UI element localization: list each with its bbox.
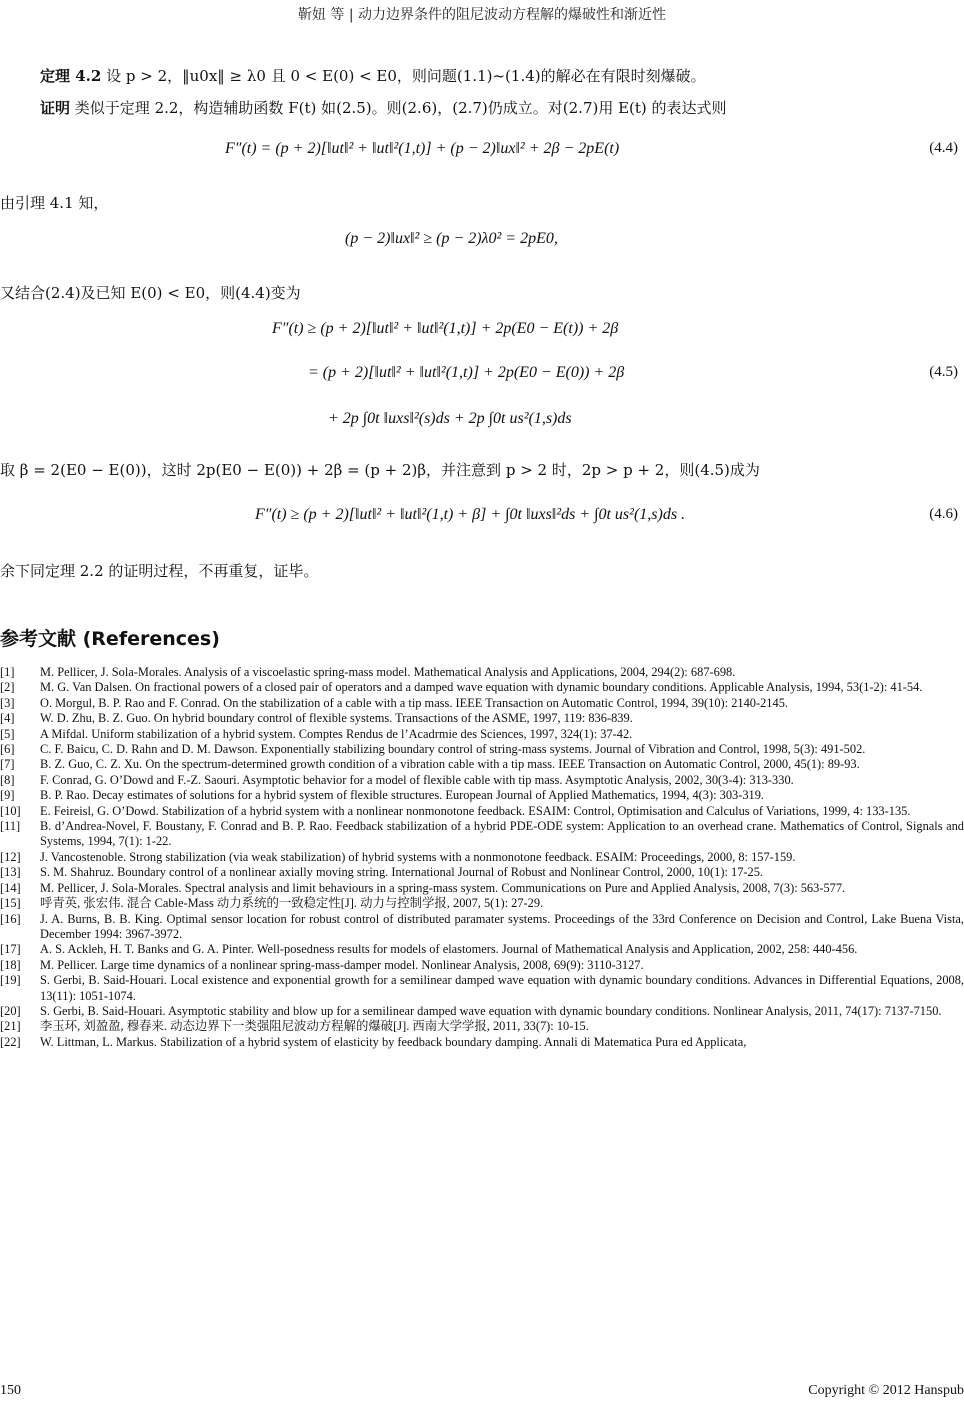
reference-text: E. Feireisl, G. O’Dowd. Stabilization of a hybrid system with a nonlinear nonmonotone feedback. ESAIM: Control, Optimisation and Calculus of Variations, 1999, 4: 133-135. — [40, 803, 911, 818]
reference-text: M. Pellicer, J. Sola-Morales. Spectral analysis and limit behaviours in a spring-mass system. Communications on Pure and Applied Analysis, 2008, 7(3): 563-577. — [40, 880, 846, 895]
reference-number: [7] — [0, 757, 15, 772]
reference-text: A. S. Ackleh, H. T. Banks and G. A. Pinter. Well-posedness results for models of elastomers. Journal of Mathematical Analysis and Application, 2002, 258: 440-456. — [40, 942, 858, 957]
reference-number: [18] — [0, 957, 21, 972]
reference-text: S. Gerbi, B. Said-Houari. Local existence and exponential growth for a semilinear damped wave equation with dynamic boundary conditions. Advances in Differential Equations, 2008, 13(11): 1051-1074. — [40, 973, 964, 1003]
copyright-notice: Copyright © 2012 Hanspub — [808, 1383, 964, 1398]
reference-item — [0, 680, 964, 695]
reference-number: [17] — [0, 942, 21, 957]
reference-text: B. d’Andrea-Novel, F. Boustany, F. Conrad and B. P. Rao. Feedback stabilization of a hybrid PDE-ODE system: Application to an overhead crane. Mathematics of Control, Signals and Systems, 1994, 7(1): 1-22. — [40, 819, 964, 849]
equation-4-6-formula: F″(t) ≥ (p + 2)[‖ut‖² + ‖ut‖²(1,t) + β] + ∫0t ‖uxs‖²ds + ∫0t us²(1,s)ds . — [255, 506, 686, 523]
conclusion-text: 余下同定理 2.2 的证明过程，不再重复，证毕。 — [0, 562, 319, 580]
reference-item — [0, 912, 964, 943]
running-head: 靳妞 等 | 动力边界条件的阻尼波动方程解的爆破性和渐近性 — [297, 7, 667, 23]
reference-item — [0, 727, 964, 742]
reference-number: [4] — [0, 711, 15, 726]
lemma-text: 由引理 4.1 知， — [0, 194, 109, 212]
equation-4-5-line-2 — [0, 364, 964, 392]
reference-number: [16] — [0, 911, 21, 926]
reference-number: [12] — [0, 849, 21, 864]
reference-number: [8] — [0, 772, 15, 787]
reference-text: F. Conrad, G. O’Dowd and F.-Z. Saouri. Asymptotic behavior for a model of flexible cable with tip mass. Asymptotic Analysis, 2002, 30(3-4): 313-330. — [40, 772, 794, 787]
reference-number: [1] — [0, 665, 15, 679]
reference-text: O. Morgul, B. P. Rao and F. Conrad. On the stabilization of a cable with a tip mass. IEEE Transaction on Automatic Control, 1994, 39(10): 2140-2145. — [40, 695, 788, 710]
reference-item — [0, 696, 964, 711]
reference-item — [0, 773, 964, 788]
reference-text: J. A. Burns, B. B. King. Optimal sensor location for robust control of distributed paramater systems. Proceedings of the 33rd Conference on Decision and Control, Lake Buena Vista, December 1994: 3967-3972. — [40, 911, 964, 941]
reference-item — [0, 757, 964, 772]
reference-text: 呼青英, 张宏伟. 混合 Cable-Mass 动力系统的一致稳定性[J]. 动力与控制学报, 2007, 5(1): 27-29. — [40, 896, 544, 911]
reference-text: M. Pellicer, J. Sola-Morales. Analysis of a viscoelastic spring-mass model. Mathematical Analysis and Applications, 2004, 294(2): 687-698. — [40, 665, 736, 679]
reference-number: [3] — [0, 695, 15, 710]
page-number: 150 — [0, 1383, 21, 1398]
reference-text: 李玉环, 刘盈盈, 穆春来. 动态边界下一类强阻尼波动方程解的爆破[J]. 西南大学学报, 2011, 33(7): 10-15. — [40, 1019, 589, 1034]
reference-item — [0, 973, 964, 1004]
reference-text: J. Vancostenoble. Strong stabilization (via weak stabilization) of hybrid systems with a nonmonotone feedback. ESAIM: Proceedings, 2000, 8: 157-159. — [40, 849, 796, 864]
equation-lemma-formula: (p − 2)‖ux‖² ≥ (p − 2)λ0² = 2pE0, — [345, 230, 558, 247]
theorem-4-2 — [40, 66, 706, 86]
equation-lemma — [0, 230, 964, 258]
reference-item — [0, 804, 964, 819]
reference-text: S. Gerbi, B. Said-Houari. Asymptotic stability and blow up for a semilinear damped wave equation with dynamic boundary conditions. Nonlinear Analysis, 2011, 74(17): 7137-7150. — [40, 1003, 942, 1018]
equation-4-5-line-3 — [0, 410, 964, 438]
equation-4-6 — [0, 506, 964, 534]
reference-number: [2] — [0, 680, 15, 695]
proof-text: 类似于定理 2.2，构造辅助函数 F(t) 如(2.5)。则(2.6)，(2.7)仍成立。对(2.7)用 E(t) 的表达式则 — [74, 99, 727, 117]
reference-item — [0, 850, 964, 865]
equation-4-5-number: (4.5) — [929, 364, 958, 380]
references-list — [0, 665, 964, 1050]
equation-4-5-line-1-formula: F″(t) ≥ (p + 2)[‖ut‖² + ‖ut‖²(1,t)] + 2p(E0 − E(t)) + 2β — [272, 320, 619, 337]
equation-4-4 — [0, 140, 964, 168]
reference-text: A Mifdal. Uniform stabilization of a hybrid system. Comptes Rendus de l’Acadrmie des Sciences, 1997, 324(1): 37-42. — [40, 726, 633, 741]
equation-4-4-number: (4.4) — [929, 140, 958, 156]
reference-text: M. G. Van Dalsen. On fractional powers of a closed pair of operators and a damped wave equation with dynamic boundary conditions. Applicable Analysis, 1994, 53(1-2): 41-54. — [40, 680, 923, 695]
equation-4-4-formula: F″(t) = (p + 2)[‖ut‖² + ‖ut‖²(1,t)] + (p − 2)‖ux‖² + 2β − 2pE(t) — [225, 140, 620, 157]
reference-item — [0, 1019, 964, 1034]
proof-paragraph — [40, 98, 727, 118]
reference-number: [13] — [0, 865, 21, 880]
reference-text: W. D. Zhu, B. Z. Guo. On hybrid boundary control of flexible systems. Transactions of the ASME, 1997, 119: 836-839. — [40, 711, 633, 726]
reference-item — [0, 1035, 964, 1050]
equation-4-5-line-2-formula: = (p + 2)[‖ut‖² + ‖ut‖²(1,t)] + 2p(E0 − E(0)) + 2β — [308, 364, 625, 381]
reference-number: [20] — [0, 1003, 21, 1018]
reference-text: S. M. Shahruz. Boundary control of a nonlinear axially moving string. International Journal of Robust and Nonlinear Control, 2000, 10(1): 17-25. — [40, 865, 764, 880]
take-beta-text: 取 β = 2(E0 − E(0))，这时 2p(E0 − E(0)) + 2β = (p + 2)β，并注意到 p > 2 时，2p > p + 2，则(4.5)成为 — [0, 461, 760, 479]
reference-text: C. F. Baicu, C. D. Rahn and D. M. Dawson. Exponentially stabilizing boundary control of string-mass systems. Journal of Vibration and Control, 1998, 5(3): 491-502. — [40, 742, 866, 757]
reference-item — [0, 788, 964, 803]
theorem-text: 设 p > 2，‖u0x‖ ≥ λ0 且 0 < E(0) < E0，则问题(1.1)~(1.4)的解必在有限时刻爆破。 — [106, 67, 706, 85]
reference-item — [0, 881, 964, 896]
reference-item — [0, 819, 964, 850]
theorem-label: 定理 4.2 — [40, 67, 102, 85]
reference-number: [14] — [0, 880, 21, 895]
reference-item — [0, 711, 964, 726]
reference-number: [11] — [0, 819, 21, 834]
reference-item — [0, 665, 964, 680]
reference-number: [10] — [0, 803, 21, 818]
equation-4-6-number: (4.6) — [929, 506, 958, 522]
reference-item — [0, 742, 964, 757]
reference-text: B. P. Rao. Decay estimates of solutions for a hybrid system of flexible structures. European Journal of Applied Mathematics, 1994, 4(3): 303-319. — [40, 788, 765, 803]
reference-number: [6] — [0, 742, 15, 757]
reference-item — [0, 1004, 964, 1019]
equation-4-5-line-1 — [0, 320, 964, 348]
reference-text: B. Z. Guo, C. Z. Xu. On the spectrum-determined growth condition of a vibration cable with a tip mass. IEEE Transaction on Automatic Control, 2000, 45(1): 89-93. — [40, 757, 860, 772]
reference-item — [0, 865, 964, 880]
reference-text: W. Littman, L. Markus. Stabilization of a hybrid system of elasticity by feedback boundary damping. Annali di Matematica Pura ed Applicata, — [40, 1034, 747, 1049]
reference-number: [19] — [0, 973, 21, 988]
reference-number: [22] — [0, 1034, 21, 1049]
reference-item — [0, 958, 964, 973]
reference-item — [0, 942, 964, 957]
reference-number: [15] — [0, 896, 21, 911]
equation-4-5-line-3-formula: + 2p ∫0t ‖uxs‖²(s)ds + 2p ∫0t us²(1,s)ds — [328, 410, 572, 427]
reference-number: [9] — [0, 788, 15, 803]
proof-label: 证明 — [40, 99, 71, 117]
reference-item — [0, 896, 964, 911]
reference-text: M. Pellicer. Large time dynamics of a nonlinear spring-mass-damper model. Nonlinear Analysis, 2008, 69(9): 3110-3127. — [40, 957, 644, 972]
combine-text: 又结合(2.4)及已知 E(0) < E0，则(4.4)变为 — [0, 284, 301, 302]
references-heading: 参考文献 (References) — [0, 628, 220, 650]
reference-number: [5] — [0, 726, 15, 741]
reference-number: [21] — [0, 1019, 21, 1034]
